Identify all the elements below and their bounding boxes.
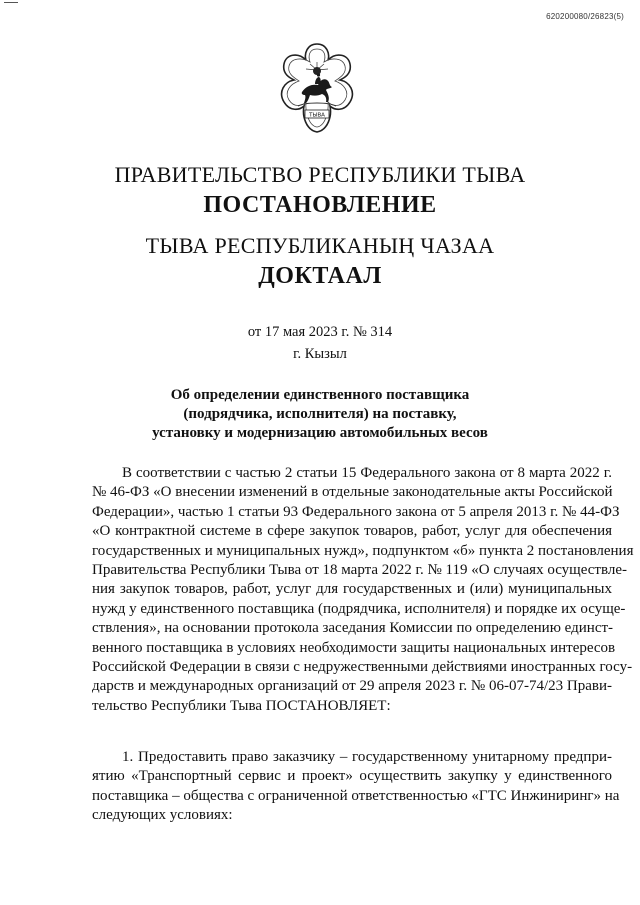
government-name-tyv: ТЫВА РЕСПУБЛИКАНЫҢ ЧАЗАА	[145, 233, 495, 258]
document-type-ru: ПОСТАНОВЛЕНИЕ	[203, 192, 437, 218]
document-id: 620200080/26823(5)	[546, 12, 624, 21]
title-line: установку и модернизацию автомобильных весов	[152, 425, 488, 441]
paragraph-line: «О контрактной системе в сфере закупок товаров, работ, услуг для обеспечения	[92, 523, 612, 540]
government-name-ru: ПРАВИТЕЛЬСТВО РЕСПУБЛИКИ ТЫВА	[114, 162, 526, 187]
paragraph-line: ствления», на основании протокола заседания Комиссии по определению единст-	[92, 620, 614, 637]
paragraph-line: ятию «Транспортный сервис и проект» осуществить закупку у единственного	[92, 768, 612, 785]
emblem-caption: ТЫВА	[309, 112, 325, 119]
coat-of-arms-emblem	[272, 40, 362, 140]
paragraph-line: следующих условиях:	[92, 807, 233, 824]
paragraph-line: Правительства Республики Тыва от 18 марта 2022 г. № 119 «О случаях осуществле-	[92, 562, 627, 579]
paragraph-line: 1. Предоставить право заказчику – государственному унитарному предпри-	[122, 749, 612, 765]
paragraph-line: № 46-ФЗ «О внесении изменений в отдельные законодательные акты Российской	[92, 484, 613, 501]
document-type-tyv: ДОКТААЛ	[258, 263, 382, 289]
scan-corner-mark	[4, 2, 18, 3]
date-and-number: от 17 мая 2023 г. № 314	[247, 324, 393, 340]
city: г. Кызыл	[293, 346, 347, 362]
paragraph-line: дарств и международных организаций от 29 апреля 2023 г. № 06-07-74/23 Прави-	[92, 678, 612, 695]
paragraph-line: Федерации», частью 1 статьи 93 Федерального закона от 5 апреля 2013 г. № 44-ФЗ	[92, 503, 620, 520]
paragraph-line: государственных и муниципальных нужд», подпунктом «б» пункта 2 постановления	[92, 542, 634, 559]
clause-1-paragraph	[92, 748, 620, 826]
paragraph-line: тельство Республики Тыва ПОСТАНОВЛЯЕТ:	[92, 697, 391, 714]
preamble-paragraph	[92, 464, 634, 716]
paragraph-line: Российской Федерации в связи с недружественными действиями иностранных госу-	[92, 659, 633, 676]
paragraph-line: ния закупок товаров, работ, услуг для государственных и (или) муниципальных	[92, 581, 612, 598]
paragraph-line: венного поставщика в условиях необходимости защиты национальных интересов	[92, 639, 616, 656]
paragraph-line: В соответствии с частью 2 статьи 15 Федерального закона от 8 марта 2022 г.	[122, 465, 612, 481]
document-title	[0, 386, 640, 443]
title-line: (подрядчика, исполнителя) на поставку,	[183, 406, 457, 422]
paragraph-line: поставщика – общества с ограниченной ответственностью «ГТС Инжиниринг» на	[92, 787, 620, 804]
title-line: Об определении единственного поставщика	[170, 387, 470, 403]
paragraph-line: нужд у единственного поставщика (подрядчика, исполнителя) и порядке их осуще-	[92, 600, 626, 617]
